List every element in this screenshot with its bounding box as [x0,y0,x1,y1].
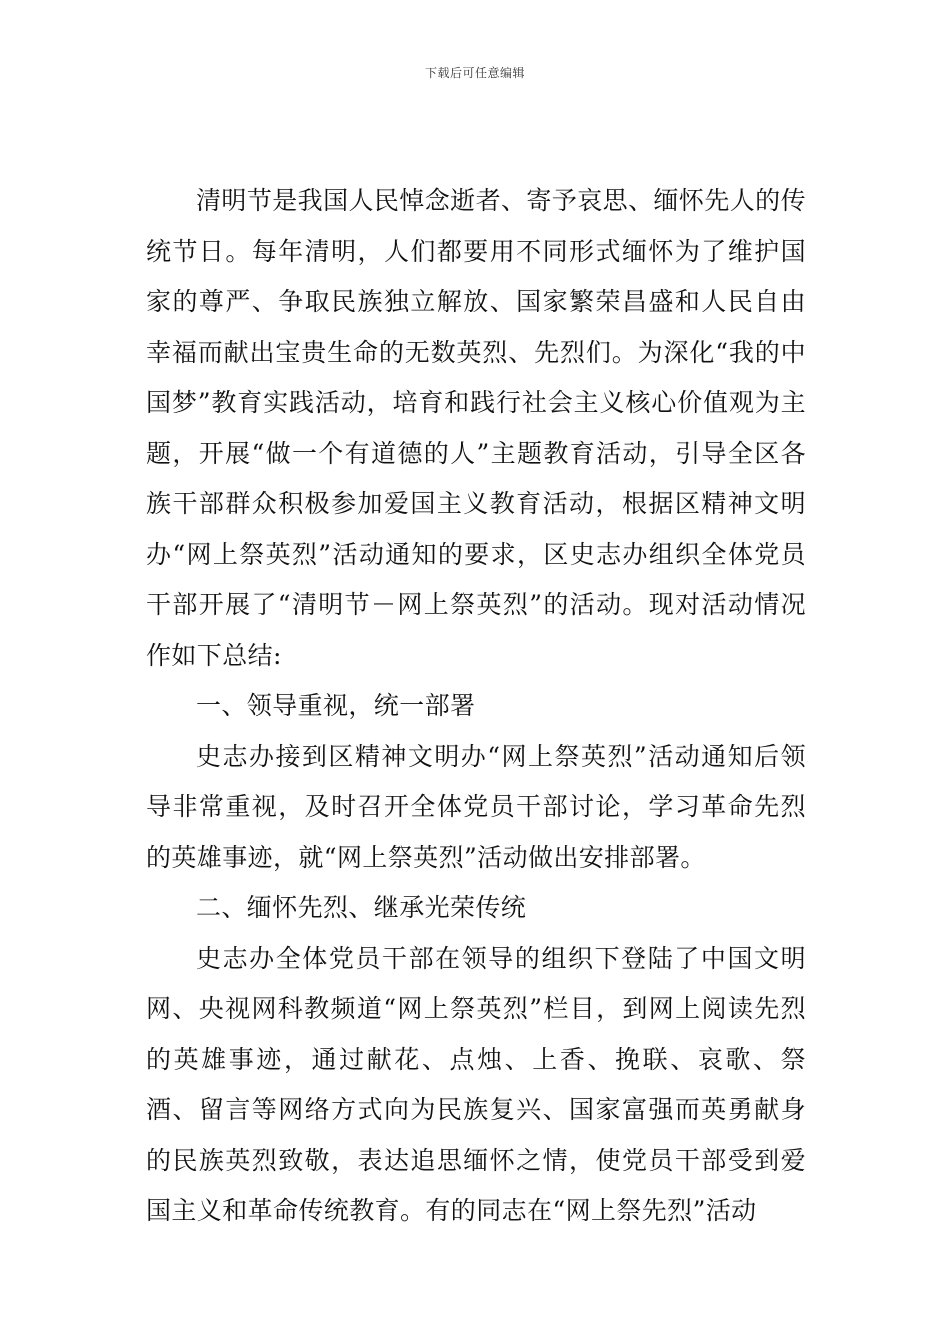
section-heading-2: 二、缅怀先烈、继承光荣传统 [196,893,527,922]
section-heading-1: 一、领导重视，统一部署 [196,691,476,720]
document-body [146,176,806,1237]
page-header: 下载后可任意编辑 [424,66,525,80]
section-2-paragraph: 史志办全体党员干部在领导的组织下登陆了中国文明网、央视网科教频道“网上祭英烈”栏目，到网上阅读先烈的英雄事迹，通过献花、点烛、上香、挽联、哀歌、祭酒、留言等网络方式向为民族复兴、国家富强而英勇献身的民族英烈致敬，表达追思缅怀之情，使党员干部受到爱国主义和革命传统教育。有的同志在“网上祭先烈”活动 [146,943,806,1225]
section-1-paragraph: 史志办接到区精神文明办“网上祭英烈”活动通知后领导非常重视，及时召开全体党员干部讨论，学习革命先烈的英雄事迹，就“网上祭英烈”活动做出安排部署。 [146,741,806,872]
intro-paragraph: 清明节是我国人民悼念逝者、寄予哀思、缅怀先人的传统节日。每年清明，人们都要用不同形式缅怀为了维护国家的尊严、争取民族独立解放、国家繁荣昌盛和人民自由幸福而献出宝贵生命的无数英烈、先烈们。为深化“我的中国梦”教育实践活动，培育和践行社会主义核心价值观为主题，开展“做一个有道德的人”主题教育活动，引导全区各族干部群众积极参加爱国主义教育活动，根据区精神文明办“网上祭英烈”活动通知的要求，区史志办组织全体党员干部开展了“清明节－网上祭英烈”的活动。现对活动情况作如下总结: [146,186,806,670]
